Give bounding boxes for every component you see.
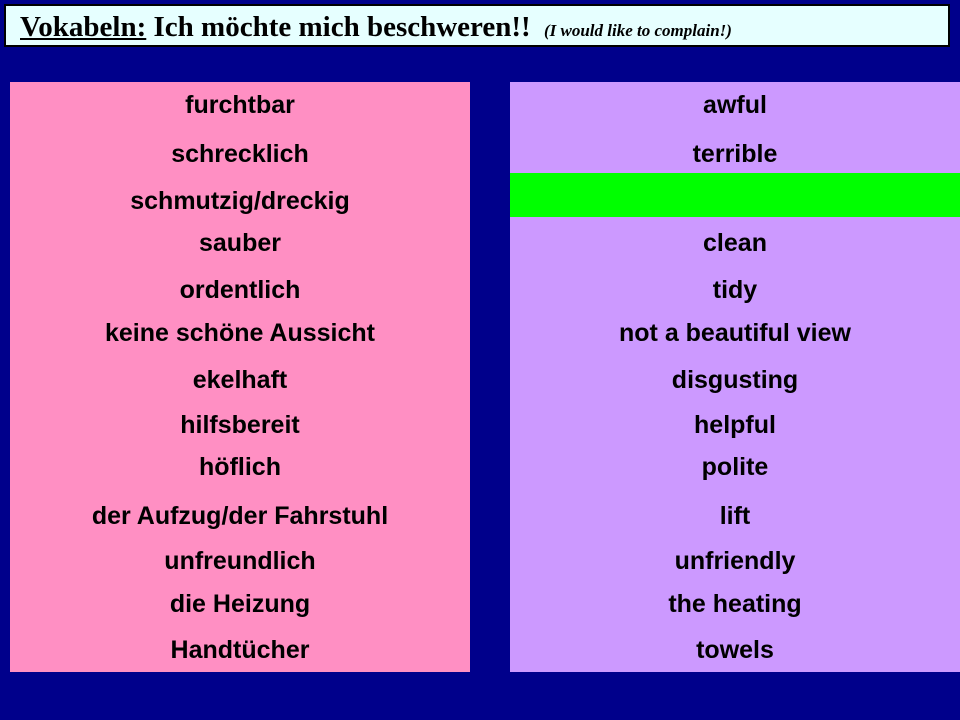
english-word: towels — [696, 636, 774, 664]
english-word: unfriendly — [674, 547, 796, 575]
german-column — [10, 82, 470, 672]
english-word: disgusting — [671, 366, 799, 394]
english-word: the heating — [668, 590, 802, 618]
page-title — [20, 10, 732, 48]
german-word: hilfsbereit — [180, 411, 300, 439]
english-word: clean — [703, 229, 767, 257]
english-word: awful — [703, 91, 767, 119]
german-word: unfreundlich — [164, 547, 316, 575]
german-word: ekelhaft — [192, 366, 288, 394]
title-label: Vokabeln: — [20, 11, 147, 43]
english-word: not a beautiful view — [619, 319, 851, 347]
german-word: furchtbar — [185, 91, 295, 119]
english-word: helpful — [694, 411, 776, 439]
english-word: tidy — [712, 276, 758, 304]
title-translation: (I would like to complain!) — [543, 21, 732, 40]
english-column — [510, 82, 960, 672]
english-word: polite — [701, 453, 769, 481]
english-word: lift — [719, 502, 751, 530]
german-word: die Heizung — [169, 590, 311, 618]
german-word: sauber — [199, 229, 281, 257]
german-word: ordentlich — [179, 276, 301, 304]
english-word: terrible — [692, 140, 778, 168]
german-word: keine schöne Aussicht — [105, 319, 375, 347]
german-word: höflich — [199, 453, 281, 481]
german-word: schmutzig/dreckig — [130, 187, 350, 215]
german-word: der Aufzug/der Fahrstuhl — [91, 502, 389, 530]
german-word: Handtücher — [170, 636, 310, 664]
hidden-answer-box[interactable] — [510, 173, 960, 217]
german-word: schrecklich — [171, 140, 309, 168]
title-text: Ich möchte mich beschweren!! — [153, 11, 531, 43]
title-box — [4, 4, 950, 47]
